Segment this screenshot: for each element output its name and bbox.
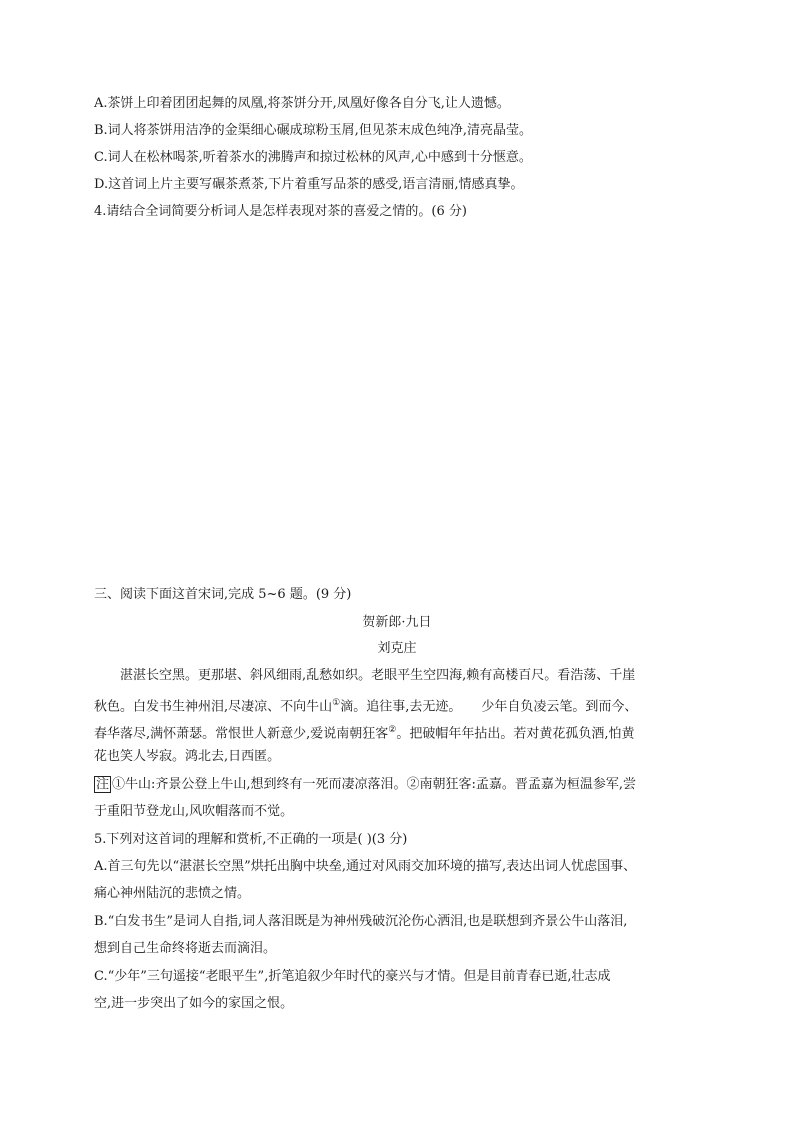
poem-line-4: 花也笑人岑寂。鸿北去,日西匿。 [94, 749, 281, 764]
option-3d: D.这首词上片主要写碾茶煮茶,下片着重写品茶的感受,语言清丽,情感真挚。 [94, 177, 524, 192]
section-heading: 三、阅读下面这首宋词,完成 5~6 题。(9 分) [94, 587, 352, 602]
option-5a-line-1: A.首三句先以“湛湛长空黑”烘托出胸中块垒,通过对风雨交加环境的描写,表达出词人忧虑国事、 [94, 859, 637, 874]
option-5b-line-2: 想到自己生命终将逝去而滴泪。 [94, 941, 277, 956]
note-mark-2: ② [388, 725, 397, 735]
option-3c: C.词人在松林喝茶,听着茶水的沸腾声和掠过松林的风声,心中感到十分惬意。 [94, 150, 532, 165]
annotation-text: ①牛山:齐景公登上牛山,想到终有一死而凄凉落泪。②南朝狂客:孟嘉。晋孟嘉为桓温参军,尝 [112, 777, 637, 792]
option-5c-line-1: C.“少年”三句遥接“老眼平生”,折笔追叙少年时代的豪兴与才情。但是目前青春已逝,壮志成 [94, 969, 611, 984]
poem-line-1: 湛湛长空黑。更那堪、斜风细雨,乱愁如织。老眼平生空四海,赖有高楼百尺。看浩荡、千崖 [120, 668, 636, 683]
poem-author: 刘克庄 [377, 641, 417, 656]
option-5c-line-2: 空,进一步突出了如今的家国之恨。 [94, 996, 294, 1011]
option-3a: A.茶饼上印着团团起舞的凤凰,将茶饼分开,凤凰好像各自分飞,让人遗憾。 [94, 96, 510, 111]
poem-text: 春华落尽,满怀萧瑟。常恨世人新意少,爱说南朝狂客 [94, 726, 389, 742]
option-5b-line-1: B.“白发书生”是词人自指,词人落泪既是为神州残破沉沦伤心洒泪,也是联想到齐景公牛山落泪, [94, 914, 628, 929]
question-5-stem: 5.下列对这首词的理解和赏析,不正确的一项是( )(3 分) [94, 832, 408, 847]
poem-text: 少年自负凌云笔。到而今、 [481, 699, 638, 715]
option-3b: B.词人将茶饼用洁净的金渠细心碾成琼粉玉屑,但见茶末成色纯净,清亮晶莹。 [94, 123, 532, 138]
poem-title: 贺新郎·九日 [362, 615, 432, 630]
note-mark-1: ① [332, 698, 341, 708]
annotation-line-2: 于重阳节登龙山,风吹帽落而不觉。 [94, 804, 294, 819]
poem-text: 秋色。白发书生神州泪,尽凄凉、不向牛山 [94, 699, 333, 715]
poem-line-3 [94, 721, 634, 743]
poem-line-2 [94, 694, 637, 716]
option-5a-line-2: 痛心神州陆沉的悲愤之情。 [94, 886, 251, 901]
annotation-line-1 [94, 776, 636, 794]
note-label: 注 [96, 777, 110, 792]
poem-text: 。把破帽年年拈出。若对黄花孤负酒,怕黄 [396, 726, 635, 742]
question-4: 4.请结合全词简要分析词人是怎样表现对茶的喜爱之情的。(6 分) [94, 204, 467, 219]
poem-text: 滴。追往事,去无迹。 [340, 699, 462, 715]
